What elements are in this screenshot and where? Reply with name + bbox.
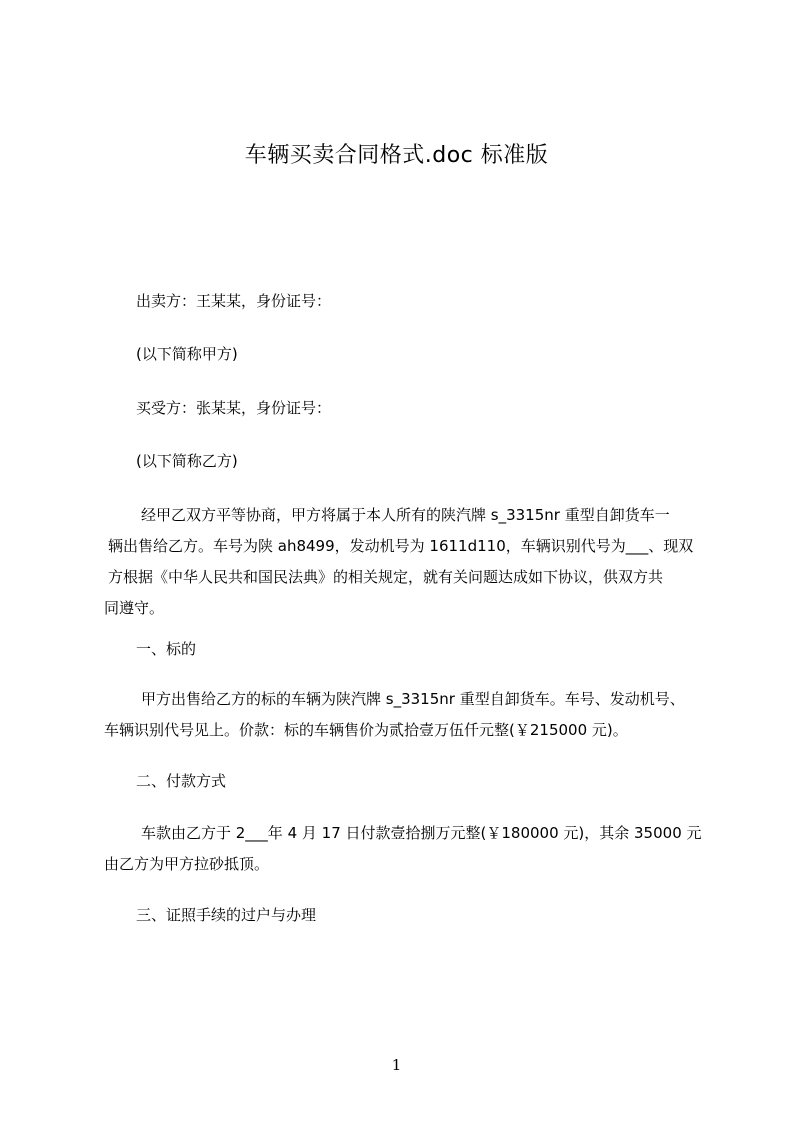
section-2-line: 由乙方为甲方拉砂抵顶。 bbox=[104, 855, 270, 873]
section-1-line: 甲方出售给乙方的标的车辆为陕汽牌 s_3315nr 重型自卸货车。车号、发动机号、 bbox=[126, 690, 685, 708]
seller-alias: (以下简称甲方) bbox=[136, 345, 238, 363]
section-1-body bbox=[104, 684, 702, 746]
page-number: 1 bbox=[391, 1056, 402, 1074]
intro-line: 经甲乙双方平等协商，甲方将属于本人所有的陕汽牌 s_3315nr 重型自卸货车一 bbox=[126, 506, 670, 524]
section-2-line: 车款由乙方于 2___年 4 月 17 日付款壹拾捌万元整(￥180000 元)，其余 35000 元 bbox=[126, 824, 702, 842]
section-1-heading: 一、标的 bbox=[136, 640, 197, 658]
intro-line: 同遵守。 bbox=[104, 599, 165, 617]
section-1-line: 车辆识别代号见上。价款：标的车辆售价为贰拾壹万伍仟元整(￥215000 元)。 bbox=[104, 721, 628, 739]
section-3-heading: 三、证照手续的过户与办理 bbox=[136, 906, 317, 924]
seller-line: 出卖方：王某某，身份证号： bbox=[136, 292, 332, 310]
intro-line: 辆出售给乙方。车号为陕 ah8499，发动机号为 1611d110，车辆识别代号为___、现双 bbox=[108, 537, 694, 555]
section-2-body bbox=[104, 818, 702, 880]
section-2-heading: 二、付款方式 bbox=[136, 772, 227, 790]
buyer-alias: (以下简称乙方) bbox=[136, 452, 238, 470]
intro-line: 方根据《中华人民共和国民法典》的相关规定，就有关问题达成如下协议，供双方共 bbox=[108, 568, 664, 586]
intro-paragraph bbox=[104, 500, 702, 624]
document-title: 车辆买卖合同格式.doc 标准版 bbox=[244, 143, 549, 168]
buyer-line: 买受方：张某某，身份证号： bbox=[136, 399, 332, 417]
